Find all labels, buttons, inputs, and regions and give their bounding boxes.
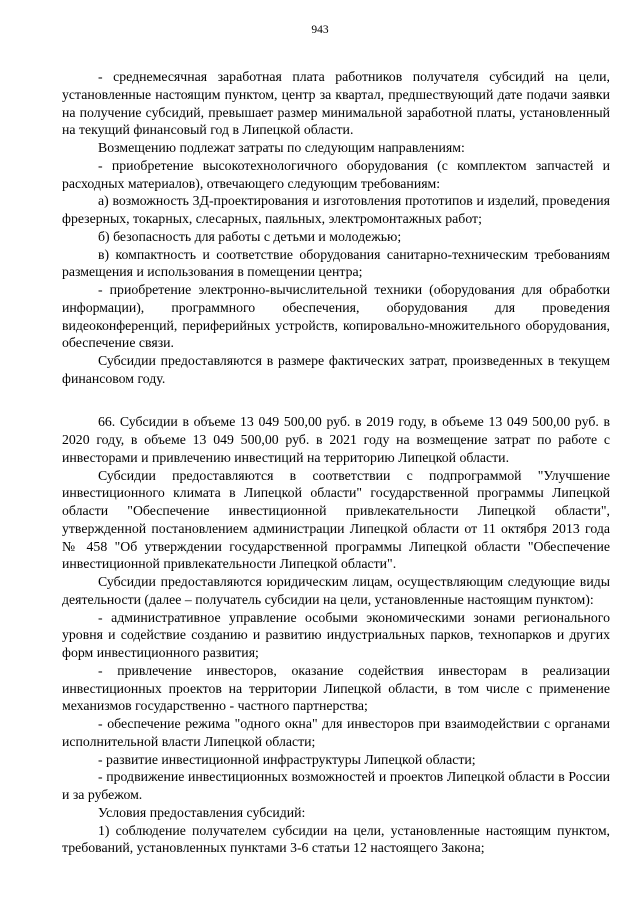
section-spacer-small <box>62 405 610 413</box>
paragraph-recipients: Субсидии предоставляются юридическим лицам, осуществляющим следующие виды деятельности (далее – получатель субсидии на цели, установленные настоящим пунктом): <box>62 574 610 607</box>
paragraph-activity-attract-investors: - привлечение инвесторов, оказание содействия инвесторам в реализации инвестиционных проектов на территории Липецкой области, в том числе с применение механизмов государственно - частного партнерства; <box>62 662 610 714</box>
paragraph-activity-special-zones: - административное управление особыми экономическими зонами регионального уровня и содействие созданию и развитию индустриальных парков, технопарков и других форм инвестиционного развития; <box>62 609 610 660</box>
paragraph-computer-equipment: - приобретение электронно-вычислительной техники (оборудования для обработки информации), программного обеспечения, оборудования для проведения видеоконференций, периферийных устройств, копировально-множительного оборудования, обеспечение связи. <box>62 282 610 351</box>
paragraph-activity-infrastructure: - развитие инвестиционной инфраструктуры Липецкой области; <box>98 751 476 767</box>
page-number: 943 <box>311 24 329 36</box>
paragraph-subprogram-reference: Субсидии предоставляются в соответствии с подпрограммой "Улучшение инвестиционного климата в Липецкой области" государственной программы Липецкой области "Обеспечение инвестиционной привлекательности Липецкой области", утвержденной постановлением администрации Липецкой области от 11 октября 2013 года № 458 "Об утверждении государственной программы Липецкой области "Обеспечение инвестиционной привлекательности Липецкой области". <box>62 467 610 572</box>
paragraph-subsidy-amount: Субсидии предоставляются в размере фактических затрат, произведенных в текущем финансовом году. <box>62 353 610 386</box>
paragraph-conditions-heading: Условия предоставления субсидий: <box>98 804 306 820</box>
section-spacer <box>62 388 610 406</box>
paragraph-activity-one-window: - обеспечение режима "одного окна" для инвесторов при взаимодействии с органами исполнительной власти Липецкой области; <box>62 716 610 749</box>
paragraph-requirement-c: в) компактность и соответствие оборудования санитарно-техническим требованиям размещения и использования в помещении центра; <box>62 246 610 280</box>
paragraph-requirement-b: б) безопасность для работы с детьми и молодежью; <box>98 228 402 244</box>
paragraph-item-66: 66. Субсидии в объеме 13 049 500,00 руб. в 2019 году, в объеме 13 049 500,00 руб. в 2020 году, в объеме 13 049 500,00 руб. в 2021 году на возмещение затрат по работе с инвесторами и привлечению инвестиций на территорию Липецкой области. <box>62 414 610 465</box>
paragraph-hightech-equipment: - приобретение высокотехнологичного оборудования (с комплектом запчастей и расходных материалов), отвечающего следующим требованиям: <box>62 157 610 191</box>
paragraph-reimbursement-intro: Возмещению подлежат затраты по следующим направлениям: <box>98 140 465 155</box>
paragraph-activity-promotion: - продвижение инвестиционных возможностей и проектов Липецкой области в России и за рубежом. <box>62 769 610 802</box>
paragraph-requirement-a: а) возможность 3Д-проектирования и изготовления прототипов и изделий, проведения фрезерных, токарных, слесарных, паяльных, электромонтажных работ; <box>62 193 610 226</box>
paragraph-condition-1: 1) соблюдение получателем субсидии на цели, установленные настоящим пунктом, требований, установленных пунктами 3-6 статьи 12 настоящего Закона; <box>62 822 610 856</box>
paragraph-average-salary: - среднемесячная заработная плата работников получателя субсидий на цели, установленные настоящим пунктом, центр за квартал, предшествующий дате подачи заявки на получение субсидий, превышает размер минимальной заработной платы, установленный на текущий финансовый год в Липецкой области. <box>62 69 610 138</box>
document-body <box>62 68 610 857</box>
